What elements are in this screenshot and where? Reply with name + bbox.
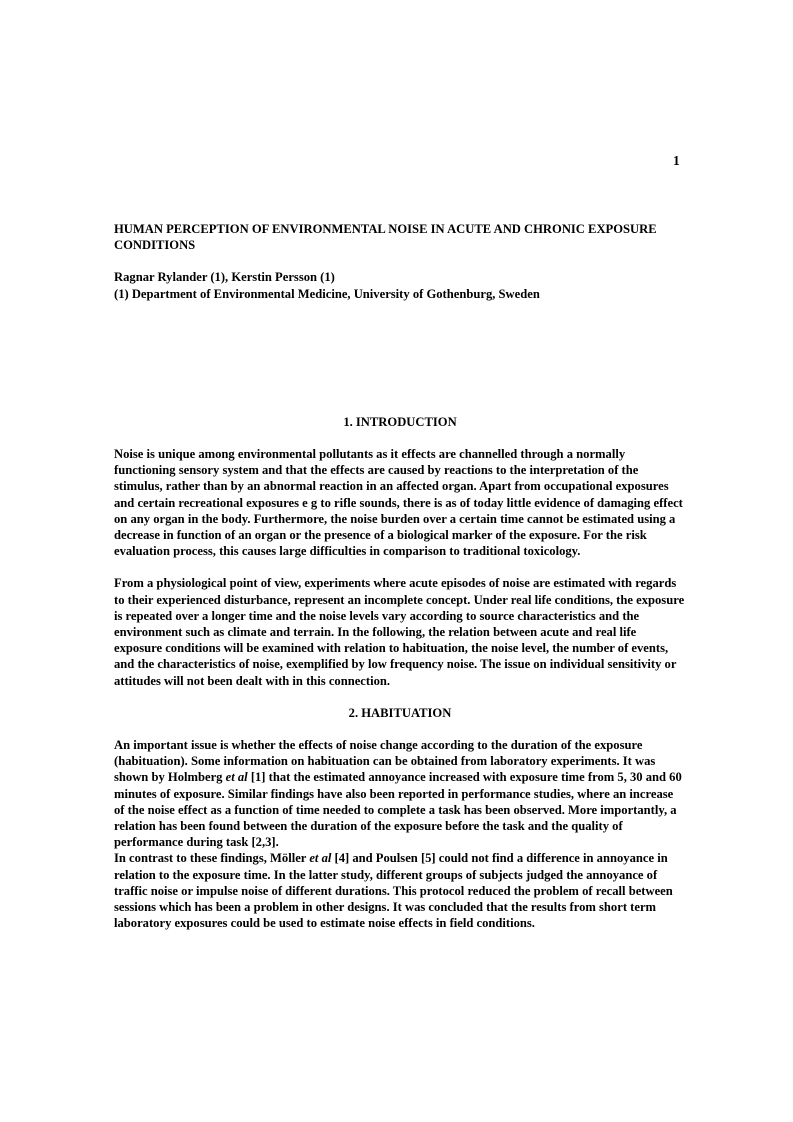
- page-content: [114, 221, 686, 932]
- habituation-paragraph-1: [114, 737, 686, 850]
- author-affiliation: (1) Department of Environmental Medicine, University of Gothenburg, Sweden: [114, 286, 540, 301]
- author-block: [114, 269, 686, 301]
- author-names: Ragnar Rylander (1), Kerstin Persson (1): [114, 270, 335, 285]
- text-run: [4] and Poulsen [5] could not find a difference in annoyance in relation to the exposure time. In the latter study, different groups of subjects judged the annoyance of traffic noise or impulse noise of different durations. This protocol reduced the problem of recall between sessions which has been a problem in other designs. It was concluded that the results from short term laboratory exposures could be used to estimate noise effects in field conditions.: [114, 851, 673, 931]
- section-heading-habituation: 2. HABITUATION: [348, 705, 452, 720]
- introduction-paragraph-2: From a physiological point of view, experiments where acute episodes of noise are estimated with regards to their experienced disturbance, represent an incomplete concept. Under real life conditions, the exposure is repeated over a longer time and the noise levels vary according to source characteristics and the environment such as climate and terrain. In the following, the relation between acute and real life exposure conditions will be examined with relation to habituation, the noise level, the number of events, and the characteristics of noise, exemplified by low frequency noise. The issue on individual sensitivity or attitudes will not been dealt with in this connection.: [114, 576, 685, 688]
- text-run: In contrast to these findings, Möller: [114, 851, 310, 866]
- et-al-italic: et al: [309, 851, 332, 866]
- habituation-paragraph-2: [114, 850, 686, 931]
- et-al-italic: et al: [225, 770, 248, 785]
- section-heading-introduction: 1. INTRODUCTION: [343, 414, 457, 429]
- text-run: [1] that the estimated annoyance increased with exposure time from 5, 30 and 60 minutes of exposure. Similar findings have also been reported in performance studies, where an increase of the noise effect as a function of time needed to complete a task has been observed. More importantly, a relation has been found between the duration of the exposure before the task and the quality of performance during task [2,3].: [114, 770, 682, 850]
- introduction-paragraph-1: Noise is unique among environmental pollutants as it effects are channelled through a normally functioning sensory system and that the effects are caused by reactions to the interpretation of the stimulus, rather than by an abnormal reaction in an affected organ. Apart from occupational exposures and certain recreational exposures e g to rifle sounds, there is as of today little evidence of damaging effect on any organ in the body. Furthermore, the noise burden over a certain time cannot be estimated using a decrease in function of an organ or the presence of a biological marker of the exposure. For the risk evaluation process, this causes large difficulties in comparison to traditional toxicology.: [114, 447, 683, 559]
- text-run: An important issue is whether the effects of noise change according to the duration of the exposure (habituation). Some information on habituation can be obtained from laboratory experiments. It was shown by Holmberg: [114, 738, 656, 785]
- page-number: 1: [673, 153, 680, 168]
- paper-title: HUMAN PERCEPTION OF ENVIRONMENTAL NOISE IN ACUTE AND CHRONIC EXPOSURE CONDITIONS: [114, 222, 657, 253]
